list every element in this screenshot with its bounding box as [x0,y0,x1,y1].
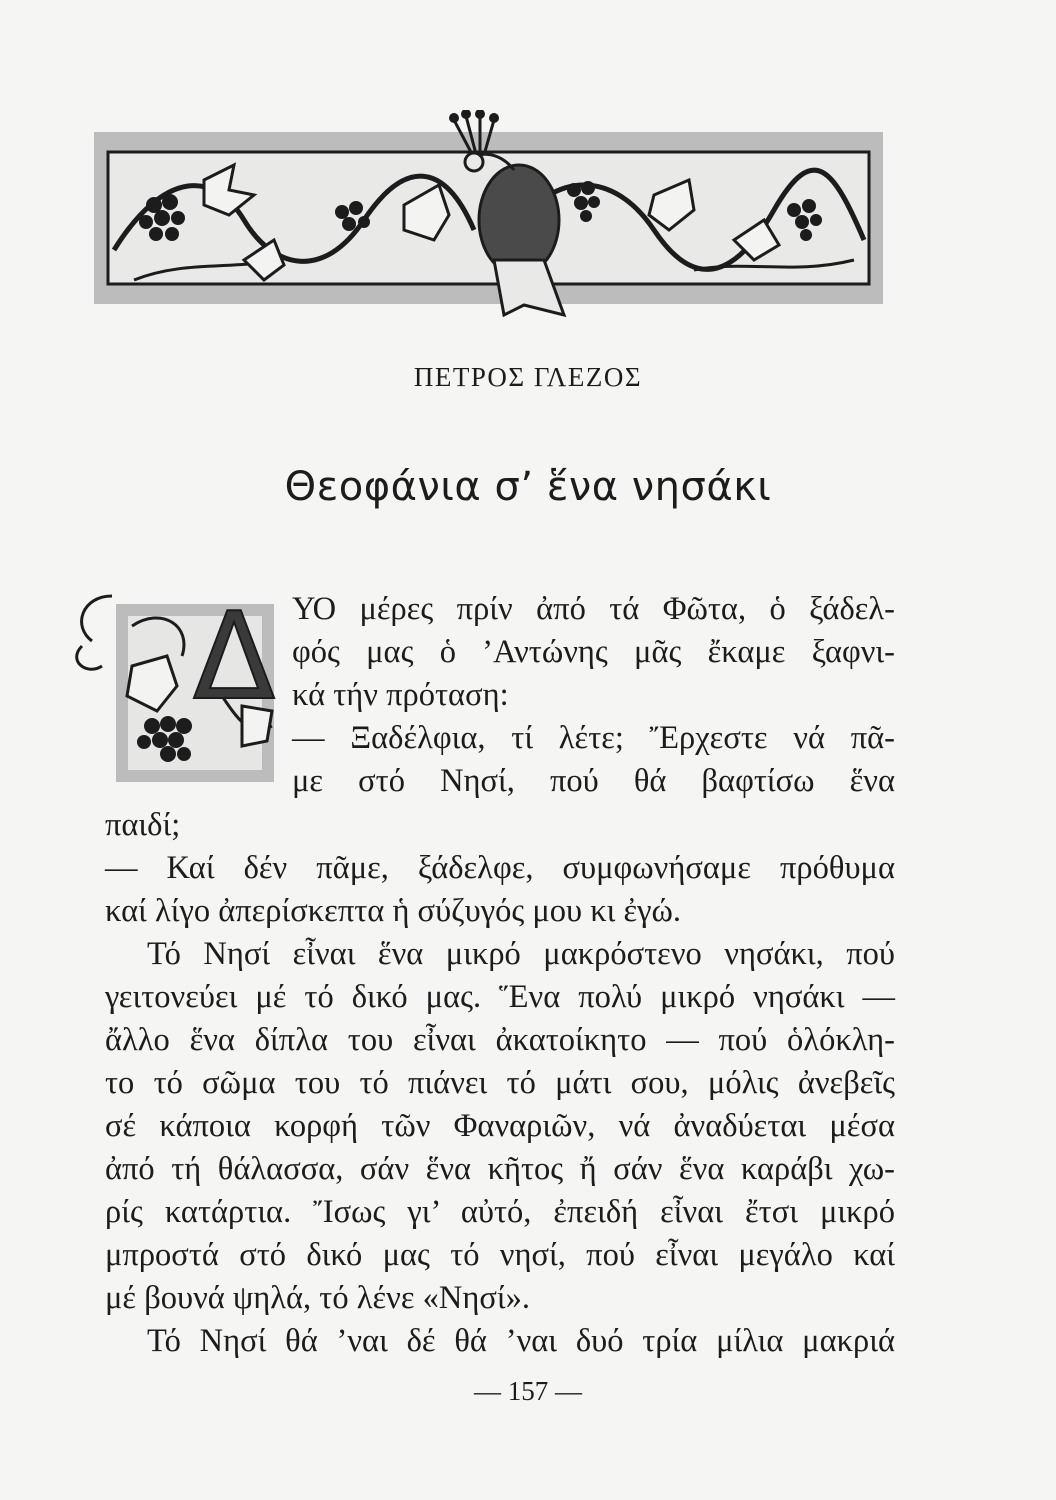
body-line: με στό Νησί, πού θά βαφτίσω ἕνα [292,763,895,799]
body-line: μπροστά στό δικό μας τό νησί, πού εἶναι μεγάλο καί [105,1237,895,1273]
body-line: μέ βουνά ψηλά, τό λένε «Νησί». [105,1280,530,1316]
body-line: κά τήν πρόταση: [292,677,509,713]
body-line: ρίς κατάρτια. Ἴσως γι’ αὐτό, ἐπειδή εἶναι ἔτσι μικρό [105,1194,895,1230]
body-line: Τό Νησί θά ’ναι δέ θά ’ναι δυό τρία μίλια μακριά [147,1323,895,1359]
author-name: ΠΕΤΡΟΣ ΓΛΕΖΟΣ [413,362,643,392]
body-line: καί λίγο ἀπερίσκεπτα ἡ σύζυγός μου κι ἐγώ. [105,893,681,929]
body-line: ἄλλο ἕνα δίπλα του εἶναι ἀκατοίκητο — πού ὁλόκλη- [105,1022,895,1058]
drop-cap-letter: Δ [192,588,276,727]
body-line: φός μας ὁ ’Αντώνης μᾶς ἔκαμε ξαφνι- [292,634,895,670]
body-line: — Ξαδέλφια, τί λέτε; Ἔρχεστε νά πᾶ- [292,720,895,756]
body-line: — Καί δέν πᾶμε, ξάδελφε, συμφωνήσαμε πρόθυμα [105,850,895,886]
body-line: ΥΟ μέρες πρίν ἀπό τά Φῶτα, ὁ ξάδελ- [292,591,895,627]
body-line: γειτονεύει μέ τό δικό μας. Ἕνα πολύ μικρό νησάκι — [105,979,895,1015]
body-line: Τό Νησί εἶναι ἕνα μικρό μακρόστενο νησάκι, πού [147,936,895,972]
body-line: το τό σῶμα του τό πιάνει τό μάτι σου, μόλις ἀνεβεῖς [105,1065,895,1101]
body-line: ἀπό τή θάλασσα, σάν ἕνα κῆτος ἤ σάν ἕνα καράβι χω- [105,1151,895,1187]
body-line: σέ κάποια κορφή τῶν Φαναριῶν, νά ἀναδύεται μέσα [105,1108,895,1144]
body-line: παιδί; [105,807,181,843]
story-title: Θεοφάνια σ’ ἕνα νησάκι [284,464,772,510]
page-number: — 157 — [474,1376,582,1406]
peacock-vine-headpiece [94,110,883,325]
illuminated-initial [72,586,280,818]
